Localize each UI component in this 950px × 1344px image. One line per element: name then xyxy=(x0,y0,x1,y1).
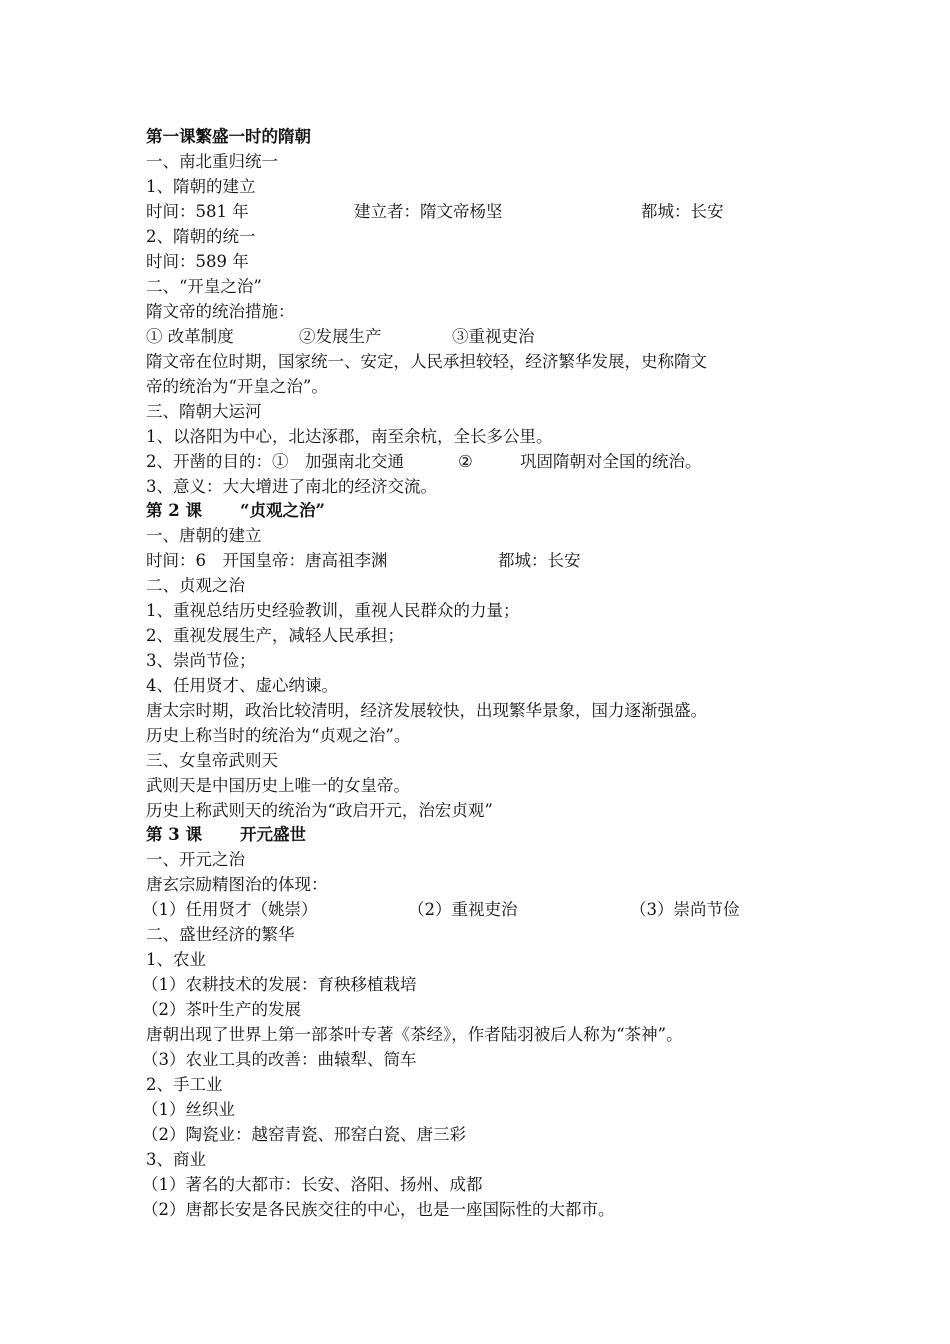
wuzetian-line2: 历史上称武则天的统治为“政启开元，治宏贞观” xyxy=(146,801,493,820)
zhenguan-paragraph-line2: 历史上称当时的统治为“贞观之治”。 xyxy=(146,726,411,745)
founding-capital: 都城：长安 xyxy=(641,202,724,221)
lesson3-section2-heading: 二、盛世经济的繁华 xyxy=(146,925,295,944)
canal-purpose-marker: ② xyxy=(458,452,473,471)
unification-time: 时间：589 年 xyxy=(146,252,249,271)
wuzetian-line1: 武则天是中国历史上唯一的女皇帝。 xyxy=(146,776,410,795)
agriculture-item-1: （1）农耕技术的发展：育秧移植栽培 xyxy=(142,975,417,994)
zhenguan-paragraph-line1: 唐太宗时期，政治比较清明，经济发展较快，出现繁华景象，国力逐渐强盛。 xyxy=(146,701,707,720)
kaiyuan-measure-2: （2）重视吏治 xyxy=(408,900,518,919)
agriculture-item-2: （2）茶叶生产的发展 xyxy=(142,1000,301,1019)
founding-time: 时间：581 年 xyxy=(146,202,249,221)
measure-3: ③重视吏治 xyxy=(452,327,535,346)
lesson1-subheading-founding: 1、隋朝的建立 xyxy=(146,177,256,196)
lesson3-number: 第 3 课 xyxy=(146,825,202,844)
zhenguan-item-1: 1、重视总结历史经验教训，重视人民群众的力量； xyxy=(146,601,520,620)
lesson2-section2-heading: 二、贞观之治 xyxy=(146,576,245,595)
measure-1: ① 改革制度 xyxy=(146,327,234,346)
tea-paragraph: 唐朝出现了世界上第一部茶叶专著《茶经》，作者陆羽被后人称为“茶神”。 xyxy=(146,1025,683,1044)
lesson1-section1-heading: 一、南北重归统一 xyxy=(146,152,278,171)
founding-founder: 建立者：隋文帝杨坚 xyxy=(354,202,503,221)
handicraft-item-2: （2）陶瓷业：越窑青瓷、邢窑白瓷、唐三彩 xyxy=(142,1125,466,1144)
lesson3-section1-heading: 一、开元之治 xyxy=(146,850,245,869)
kaihuang-paragraph-line1: 隋文帝在位时期，国家统一、安定，人民承担较轻，经济繁华发展，史称隋文 xyxy=(146,352,707,371)
lesson1-section3-heading: 三、隋朝大运河 xyxy=(146,402,262,421)
canal-item-1: 1、以洛阳为中心，北达涿郡，南至余杭，全长多公里。 xyxy=(146,427,553,446)
kaihuang-paragraph-line2: 帝的统治为“开皇之治”。 xyxy=(146,377,328,396)
lesson1-subheading-unification: 2、隋朝的统一 xyxy=(146,227,256,246)
measure-2: ②发展生产 xyxy=(299,327,382,346)
lesson3-name: 开元盛世 xyxy=(240,825,306,844)
tang-capital: 都城：长安 xyxy=(498,551,581,570)
commerce-heading: 3、商业 xyxy=(146,1150,206,1169)
kaiyuan-measure-3: （3）崇尚节俭 xyxy=(630,900,740,919)
kaiyuan-intro: 唐玄宗励精图治的体现： xyxy=(146,875,328,894)
handicraft-heading: 2、手工业 xyxy=(146,1075,223,1094)
lesson2-number: 第 2 课 xyxy=(146,501,202,520)
canal-item-3: 3、意义：大大增进了南北的经济交流。 xyxy=(146,477,437,496)
zhenguan-item-2: 2、重视发展生产，减轻人民承担； xyxy=(146,626,404,645)
kaiyuan-measure-1: （1）任用贤才（姚崇） xyxy=(142,900,318,919)
commerce-item-2: （2）唐都长安是各民族交往的中心，也是一座国际性的大都市。 xyxy=(142,1200,615,1219)
lesson2-section3-heading: 三、女皇帝武则天 xyxy=(146,751,278,770)
commerce-item-1: （1）著名的大都市：长安、洛阳、扬州、成都 xyxy=(142,1175,483,1194)
zhenguan-item-3: 3、崇尚节俭； xyxy=(146,651,256,670)
zhenguan-item-4: 4、任用贤才、虚心纳谏。 xyxy=(146,676,338,695)
canal-purpose-2: 巩固隋朝对全国的统治。 xyxy=(520,452,702,471)
lesson2-section1-heading: 一、唐朝的建立 xyxy=(146,526,262,545)
lesson2-name: “贞观之治” xyxy=(240,501,325,520)
measures-intro: 隋文帝的统治措施： xyxy=(146,302,295,321)
agriculture-item-3: （3）农业工具的改善：曲辕犁、筒车 xyxy=(142,1050,417,1069)
handicraft-item-1: （1）丝织业 xyxy=(142,1100,235,1119)
tang-time-founder: 时间：6 开国皇帝：唐高祖李渊 xyxy=(146,551,388,570)
canal-purpose-1: 2、开凿的目的：① 加强南北交通 xyxy=(146,452,404,471)
lesson1-section2-heading: 二、“开皇之治” xyxy=(146,277,262,296)
lesson1-title: 第一课繁盛一时的隋朝 xyxy=(146,127,311,146)
agriculture-heading: 1、农业 xyxy=(146,950,206,969)
